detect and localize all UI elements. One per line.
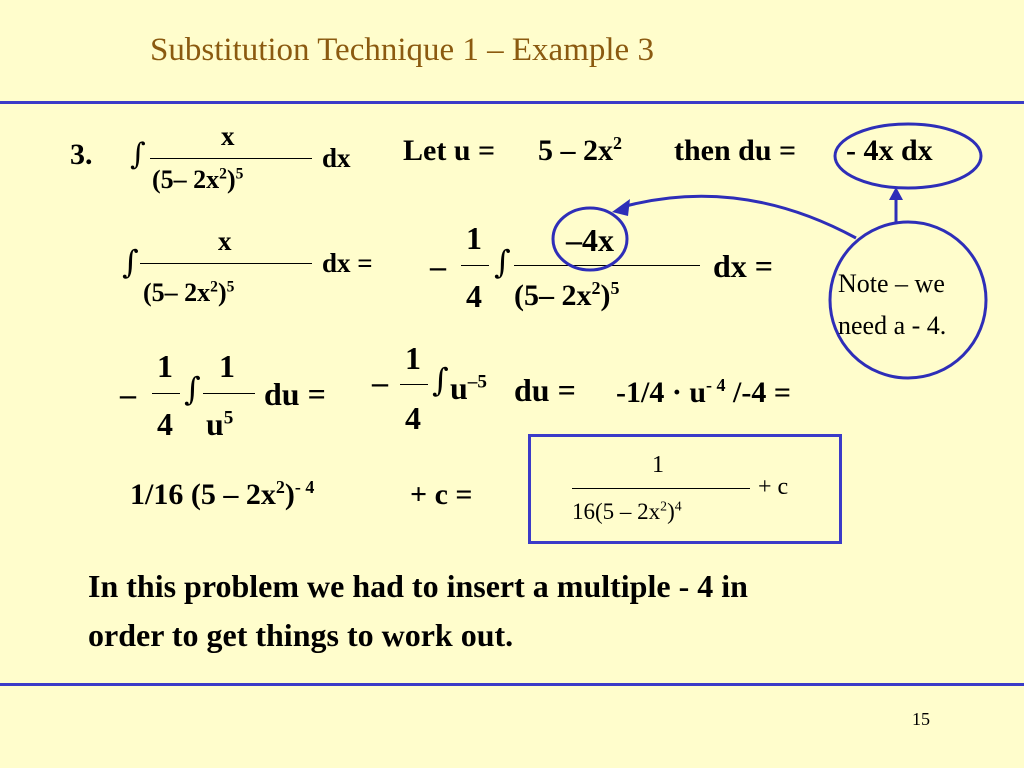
den-base: 2x: [561, 279, 592, 312]
lhs-exp: 2: [275, 477, 285, 497]
integral-sign-icon: ∫: [184, 370, 201, 408]
page-number: 15: [912, 709, 930, 729]
answer-plus-c: + c: [758, 474, 789, 500]
step2-minus2: –: [372, 364, 388, 400]
tail-exp: - 4: [706, 375, 726, 395]
step2-du-eq: du =: [264, 376, 326, 412]
fraction-bar: [152, 393, 180, 394]
den-exp2: 4: [674, 498, 682, 514]
step2-minus: –: [120, 376, 136, 412]
step2-frac-den: 4: [157, 406, 173, 442]
du-expression: - 4x dx: [846, 134, 933, 167]
den-outer-exp: 5: [235, 165, 244, 183]
note-line-2: need a - 4.: [838, 311, 947, 340]
conclusion-line-1: In this problem we had to insert a multiple - 4 in: [88, 568, 748, 604]
den-five: 5: [524, 279, 539, 312]
den-outer-exp: 5: [226, 278, 235, 296]
den-exp: 2: [660, 498, 668, 514]
fraction-bar: [203, 393, 255, 394]
u-exp: –5: [467, 371, 487, 393]
answer-box: [528, 434, 842, 544]
step2-tail: [616, 375, 791, 409]
u-expr-exp: 2: [613, 133, 622, 153]
den-a: 16(5: [572, 499, 615, 524]
lhs-exp2: - 4: [294, 477, 315, 497]
integral-sign-icon: ∫: [494, 243, 511, 281]
den-minus: –: [619, 499, 632, 524]
step2-frac-num: 1: [157, 348, 173, 384]
step1-rhs-numerator: –4x: [566, 222, 614, 258]
integral-sign-icon: ∫: [130, 137, 146, 172]
fraction-bar: [572, 488, 750, 489]
slide-title: Substitution Technique 1 – Example 3: [150, 32, 654, 68]
tail-text: -1/4 · u: [616, 376, 707, 409]
answer-num: 1: [652, 452, 664, 478]
u-base: u: [206, 406, 224, 442]
paren-close: ): [600, 279, 611, 312]
note-line-1: Note – we: [838, 269, 945, 298]
answer-den: [572, 500, 682, 523]
u-base: u: [450, 370, 468, 406]
tail-end: /-4 =: [733, 376, 791, 409]
step2-int-num: 1: [219, 348, 235, 384]
step3-plus-c: + c =: [410, 478, 473, 511]
paren-close: ): [226, 165, 236, 194]
note-bubble: [830, 222, 986, 378]
u-expr-base: 5 – 2x: [538, 134, 613, 167]
den-minus: –: [539, 279, 554, 312]
let-u-label: Let u =: [403, 134, 496, 167]
step1-rhs-dx: dx =: [713, 248, 774, 284]
den-base: 2x: [184, 278, 211, 307]
den-inner-exp: 2: [591, 278, 601, 298]
den-minus: –: [173, 165, 187, 194]
step1-frac-den: 4: [466, 278, 482, 314]
den-inner-exp: 2: [219, 165, 227, 183]
problem-dx: dx: [322, 143, 351, 173]
den-minus: –: [164, 278, 178, 307]
step1-minus: –: [430, 248, 446, 284]
step1-frac-num: 1: [466, 220, 482, 256]
step2-int-den: [206, 408, 233, 440]
den-outer-exp: 5: [610, 278, 620, 298]
curved-arrow: [622, 196, 856, 238]
conclusion-line-2: order to get things to work out.: [88, 617, 514, 653]
step3-lhs: [130, 477, 315, 511]
den-five: 5: [160, 165, 174, 194]
den-b: 2x: [637, 499, 661, 524]
step2-du-eq2: du =: [514, 372, 576, 408]
paren-close: ): [217, 278, 227, 307]
arrowhead-left-icon: [612, 199, 630, 216]
den-inner-exp: 2: [210, 278, 218, 296]
problem-numerator: x: [221, 121, 235, 151]
lhs-b: ): [284, 478, 295, 511]
problem-number: 3.: [70, 138, 93, 171]
integral-sign-icon: ∫: [432, 361, 449, 399]
paren-open: (: [143, 278, 152, 307]
step2-frac2-num: 1: [405, 340, 421, 376]
paren-open: (: [514, 279, 524, 312]
fraction-bar: [400, 384, 428, 385]
step2-u-power: [450, 372, 487, 404]
step1-lhs-numerator: x: [218, 226, 232, 256]
step1-lhs-dx: dx =: [322, 248, 373, 278]
minus4x-highlight-circle: [553, 208, 627, 270]
du-highlight-circle: [835, 124, 981, 188]
u-exp: 5: [223, 407, 234, 429]
den-close: ): [667, 499, 675, 524]
paren-open: (: [152, 165, 161, 194]
integral-sign-icon: ∫: [122, 243, 139, 281]
den-base: 2x: [193, 165, 220, 194]
then-du-label: then du =: [674, 134, 797, 167]
step2-frac2-den: 4: [405, 400, 421, 436]
lhs-a: 1/16 (5 – 2x: [130, 478, 276, 511]
den-five: 5: [151, 278, 165, 307]
